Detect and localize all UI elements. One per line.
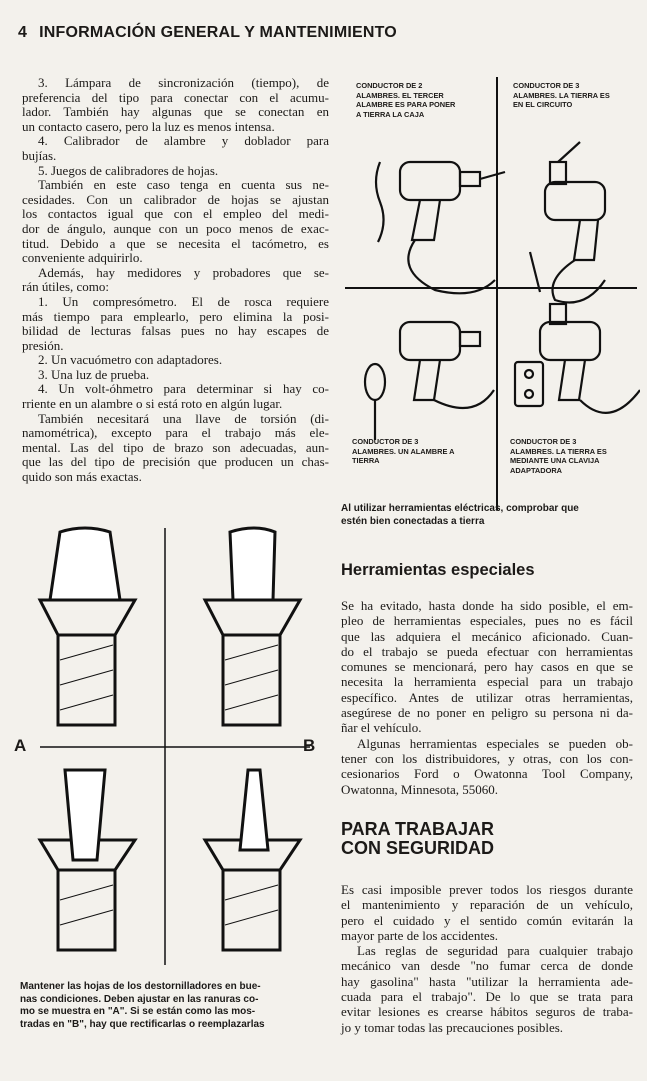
drill-icon: [376, 162, 505, 293]
paragraph: [22, 412, 329, 485]
text-line: rán útiles, como:: [22, 279, 110, 295]
text-line: Se ha evitado, hasta donde ha sido posible, el em-: [341, 598, 633, 613]
screw-head-icon: [40, 770, 135, 950]
drill-icon: [515, 304, 640, 413]
text-line: mecánico van desde "no fumar cerca de donde: [341, 958, 633, 974]
paragraph: [22, 368, 329, 383]
text-line: jo y tomar todas las precauciones posibles.: [341, 1019, 564, 1035]
caption-line: ALAMBRES. LA TIERRA ES: [510, 446, 607, 456]
drill-figure-caption: [341, 503, 579, 528]
text-line: cesionarios Ford o Owatonna Tool Company,: [341, 766, 633, 782]
label-a: A: [14, 736, 27, 755]
text-line: Además, hay medidores y probadores que se-: [38, 264, 329, 280]
paragraph: [22, 134, 329, 163]
caption-line: mo se muestra en "A". Si se están como las mos-: [20, 1006, 256, 1017]
text-line: 3. Lámpara de sincronización (tiempo), de: [38, 75, 329, 90]
text-line: rriente en un alambre o si está roto en algún lugar.: [22, 396, 283, 412]
paragraph: [22, 353, 329, 368]
caption-line: nas condiciones. Deben ajustar en las ranuras co-: [20, 993, 259, 1005]
caption-line: ALAMBRES. UN ALAMBRE A: [352, 446, 455, 456]
paragraph: [341, 882, 633, 943]
text-line: que las del tipo de precisión que producen un chas-: [22, 454, 329, 470]
text-line: asegúrese de no poner en peligro su persona ni da-: [341, 705, 633, 721]
safety-heading-line: CON SEGURIDAD: [341, 838, 495, 858]
text-line: 4. Calibrador de alambre y doblador para: [38, 133, 329, 149]
text-line: conveniente adquirirlo.: [22, 250, 143, 266]
paragraph: [22, 382, 329, 411]
special-tools-text: [341, 598, 633, 797]
caption-line: CONDUCTOR DE 3: [352, 437, 419, 446]
caption-line: MEDIANTE UNA CLAVIJA: [510, 456, 600, 466]
text-line: que las adquiera el mecánico aficionado. Cuan-: [341, 628, 633, 644]
text-line: 1. Un compresómetro. El de rosca requiere: [38, 293, 329, 309]
text-line: 5. Juegos de calibradores de hojas.: [38, 162, 219, 178]
left-column-text: [22, 76, 329, 485]
chapter-title: INFORMACIÓN GENERAL Y MANTENIMIENTO: [39, 24, 397, 41]
text-line: los contactos igual que con el empleo del medi-: [22, 206, 329, 222]
text-line: bujías.: [22, 147, 57, 163]
text-line: Las reglas de seguridad para cualquier trabajo: [357, 943, 633, 959]
drill-caption-bottom-right: [510, 437, 607, 475]
safety-text: [341, 882, 633, 1035]
screwdriver-slot-illustration: [10, 520, 330, 970]
text-line: 3. Una luz de prueba.: [38, 366, 150, 382]
text-line: un contacto casero, pero la luz es menos intensa.: [22, 118, 275, 134]
caption-line: CONDUCTOR DE 3: [513, 81, 580, 90]
special-tools-heading: Herramientas especiales: [341, 561, 535, 579]
text-line: evitar lesiones es crearse hábitos seguros de traba-: [341, 1004, 633, 1020]
drill-caption-top-left: [356, 81, 455, 119]
text-line: presión.: [22, 337, 64, 353]
text-line: el mantenimiento y reparación de un vehículo,: [341, 897, 633, 913]
text-line: También en este caso tenga en cuenta sus ne-: [38, 177, 329, 193]
caption-line: estén bien conectadas a tierra: [341, 515, 485, 527]
paragraph: [341, 598, 633, 736]
text-line: pleo de herramientas especiales, pues no es fácil: [341, 613, 633, 629]
text-line: dor de ángulo, aunque con un poco menos de exac-: [22, 220, 329, 236]
caption-line: Mantener las hojas de los destornilladores en bue-: [20, 981, 261, 992]
text-line: quido son más exactas.: [22, 469, 142, 485]
caption-line: CONDUCTOR DE 2: [356, 81, 423, 90]
paragraph: [22, 295, 329, 353]
text-line: pero el cuidado y el sentido común evitarán la: [341, 912, 633, 928]
text-line: preferencia del tipo para conectar con el acumu-: [22, 89, 329, 105]
caption-line: ADAPTADORA: [510, 465, 563, 475]
text-line: específico. Antes de utilizar otras herramientas,: [341, 689, 633, 705]
screw-head-icon: [205, 770, 300, 950]
text-line: También necesitará una llave de torsión (di-: [38, 410, 329, 426]
text-line: cuada para el trabajo". De lo que se trata para: [341, 989, 633, 1005]
paragraph: [22, 76, 329, 134]
screw-head-icon: [205, 528, 300, 725]
screw-head-icon: [40, 528, 135, 725]
text-line: necesita la herramienta especial para un trabajo: [341, 674, 633, 690]
text-line: más tiempo para emplearlo, pero elimina la posi-: [22, 308, 329, 324]
text-line: titud. Debido a que se necesita el tacómetro, es: [22, 235, 329, 251]
paragraph: [341, 943, 633, 1035]
text-line: Es casi imposible prever todos los riesgos durante: [341, 882, 633, 897]
paragraph: [22, 178, 329, 266]
text-line: Algunas herramientas especiales se pueden ob-: [357, 735, 633, 751]
drill-caption-top-right: [513, 81, 610, 110]
drill-icon: [530, 142, 605, 303]
caption-line: tradas en "B", hay que rectificarlas o reemplazarlas: [20, 1018, 265, 1030]
caption-line: EN EL CIRCUITO: [513, 100, 573, 110]
safety-heading: [341, 820, 494, 858]
text-line: 2. Un vacuómetro con adaptadores.: [38, 352, 223, 368]
text-line: hay gasolina" hasta "utilizar la herramienta ade-: [341, 973, 633, 989]
caption-line: CONDUCTOR DE 3: [510, 437, 577, 446]
text-line: ñar el vehículo.: [341, 720, 422, 736]
text-line: bilidad de lecturas falsas pues no hay escapes de: [22, 323, 329, 339]
caption-line: TIERRA: [352, 456, 380, 466]
drill-icon: [365, 322, 494, 440]
caption-line: ALAMBRES. LA TIERRA ES: [513, 90, 610, 100]
text-line: lador. También hay algunas que se conectan en: [22, 104, 329, 120]
text-line: mental. Las del tipo de brazo son adecuadas, aun-: [22, 439, 329, 455]
caption-line: ALAMBRE ES PARA PONER: [356, 100, 456, 110]
caption-line: Al utilizar herramientas eléctricas, comprobar que: [341, 503, 579, 514]
caption-line: ALAMBRES. EL TERCER: [356, 90, 444, 100]
paragraph: [341, 736, 633, 797]
paragraph: [22, 266, 329, 295]
text-line: 4. Un volt-óhmetro para determinar si hay co-: [38, 381, 329, 397]
text-line: Owatonna, Minnesota, 55060.: [341, 781, 499, 797]
text-line: comunes se mencionará, pero hay casos en que se: [341, 659, 633, 675]
text-line: do el trabajo se pueda efectuar con herramientas: [341, 643, 633, 659]
screwdriver-figure-caption: [20, 981, 330, 1031]
paragraph: [22, 164, 329, 179]
page-number: 4: [18, 24, 28, 41]
safety-heading-line: PARA TRABAJAR: [341, 819, 494, 839]
text-line: tener con los distribuidores, y otras, con los con-: [341, 750, 633, 766]
text-line: mayor parte de los accidentes.: [341, 927, 499, 943]
text-line: cesidades. Con un calibrador de hojas se ajustan: [22, 191, 329, 207]
caption-line: A TIERRA LA CAJA: [356, 109, 425, 119]
page-header: [18, 24, 397, 42]
drill-caption-bottom-left: [352, 437, 455, 466]
label-b: B: [303, 736, 316, 755]
text-line: namométrica), excepto para el trabajo más ele-: [22, 425, 329, 441]
